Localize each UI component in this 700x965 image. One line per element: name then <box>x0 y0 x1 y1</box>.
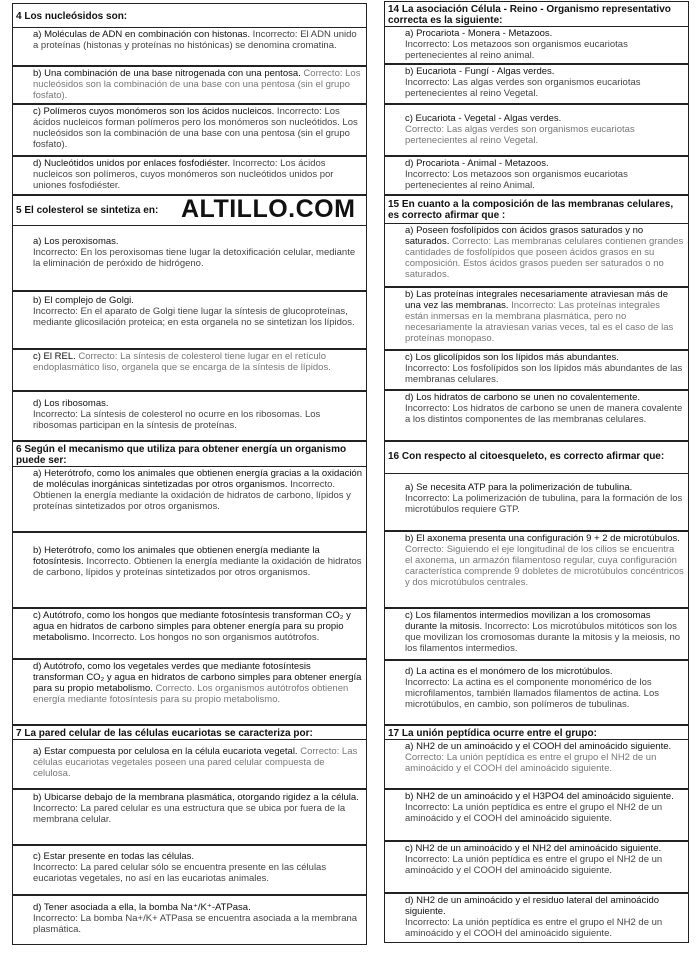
q4-option-d-feedback: Incorrecto: Los ácidos nucleicos son polímeros, cuyos monómeros son nucleótidos unidos por uniones fosfodiéster. <box>33 158 334 191</box>
q16-option-d[interactable] <box>384 660 689 725</box>
q4-option-d-text: d) Nucleótidos unidos por enlaces fosfodiéster. <box>33 158 230 169</box>
q17-option-d-text: d) NH2 de un aminoácido y el residuo lateral del aminoácido siguiente. <box>405 895 660 917</box>
question-16-title: 16 Con respecto al citoesqueleto, es correcto afirmar que: <box>384 441 689 473</box>
q7-option-b[interactable] <box>12 789 367 845</box>
q6-option-d[interactable] <box>12 659 367 725</box>
q15-option-a-text: a) Poseen fosfolípidos con ácidos grasos saturados y no saturados. <box>405 225 644 247</box>
q7-option-a-text: a) Estar compuesta por celulosa en la célula eucariota vegetal. <box>33 746 298 757</box>
question-5-title: 5 El colesterol se sintetiza en: <box>12 195 367 225</box>
q17-option-d-feedback: Incorrecto: La unión peptídica es entre el grupo el NH2 de un aminoácido y el COOH del aminoácido siguiente. <box>405 917 663 939</box>
q6-option-b[interactable] <box>12 532 367 608</box>
q4-option-d[interactable] <box>12 156 367 195</box>
q15-option-c-feedback: Incorrecto: Los fosfolípidos son los lípidos más abundantes de las membranas celulares. <box>405 363 683 385</box>
q7-option-a-feedback: Correcto: Las células eucariotas vegetales poseen una pared celular compuesta de celulosa. <box>33 746 358 779</box>
q15-option-b-text: b) Las proteínas integrales necesariamente atraviesan más de una vez las membranas. <box>405 289 668 311</box>
q5-option-c-text: c) El REL. <box>33 351 76 362</box>
q16-option-c-text: c) Los filamentos intermedios movilizan a los cromosomas durante la mitosis. <box>405 610 651 632</box>
q5-option-c[interactable] <box>12 349 367 391</box>
q16-option-b-text: b) El axonema presenta una configuración 9 + 2 de microtúbulos. <box>405 533 680 544</box>
question-4-title: 4 Los nucleósidos son: <box>12 3 367 27</box>
q4-option-b-text: b) Una combinación de una base nitrogenada con una pentosa. <box>33 68 301 79</box>
q5-option-d-feedback: Incorrecto: La síntesis de colesterol no ocurre en los ribosomas. Los ribosomas participan en la síntesis de proteínas. <box>33 409 321 431</box>
q17-option-b[interactable] <box>384 789 689 841</box>
q14-option-d-feedback: Incorrecto: Los metazoos son organismos eucariotas pertenecientes al reino Animal. <box>405 169 628 191</box>
q17-option-a-feedback: Correcto: La unión peptídica es entre el grupo el NH2 de un aminoácido y el COOH del aminoácido siguiente. <box>405 752 657 774</box>
q14-option-b-feedback: Incorrecto: Las algas verdes son organismos eucariotas pertenecientes al reino Vegetal. <box>405 77 641 99</box>
q4-option-b[interactable] <box>12 66 367 104</box>
q6-option-c[interactable] <box>12 608 367 659</box>
q4-option-c-text: c) Polímeros cuyos monómeros son los ácidos nucleicos. <box>33 106 275 117</box>
q5-option-d[interactable] <box>12 391 367 441</box>
q5-option-a[interactable] <box>12 225 367 291</box>
q15-option-b-feedback: Incorrecto: Las proteínas integrales están inmersas en la membrana plasmática, pero no necesariamente la atraviesan varias veces, tal es el caso de las proteínas monopaso. <box>405 300 674 344</box>
altillo-watermark: ALTILLO.COM <box>181 195 356 223</box>
q6-option-a-text: a) Heterótrofo, como los animales que obtienen energía gracias a la oxidación de moléculas inorgánicas sintetizadas por otros organismos. <box>33 468 362 490</box>
q7-option-c[interactable] <box>12 845 367 895</box>
q17-option-d[interactable] <box>384 893 689 943</box>
q16-option-a[interactable] <box>384 473 689 531</box>
q6-option-b-feedback: Incorrecto. Obtienen la energía mediante la oxidación de hidratos de carbono, lípidos y proteínas sintetizados por otros organismos. <box>33 556 362 578</box>
q5-option-a-feedback: Incorrecto: En los peroxisomas tiene lugar la detoxificación celular, mediante la eliminación de peróxido de hidrógeno. <box>33 247 356 269</box>
q15-option-b[interactable] <box>384 287 689 350</box>
q5-option-d-text: d) Los ribosomas. <box>33 398 109 409</box>
question-14-title: 14 La asociación Célula - Reino - Organismo representativo correcta es la siguiente: <box>384 1 689 26</box>
q17-option-a-text: a) NH2 de un aminoácido y el COOH del aminoácido siguiente. <box>405 741 672 752</box>
q4-option-b-feedback: Correcto: Los nucleósidos son la combinación de una base con una pentosa (sin el grupo fosfato). <box>33 68 361 101</box>
q16-option-a-feedback: Incorrecto: La polimerización de tubulina, para la formación de los microtúbulos requiere GTP. <box>405 493 683 515</box>
q15-option-a-feedback: Correcto: Las membranas celulares contienen grandes cantidades de fosfolípidos que poseen ácidos grasos en su composición. Estos ácidos grasos pueden ser saturados o no saturados. <box>405 236 684 280</box>
q17-option-c[interactable] <box>384 841 689 893</box>
q17-option-b-feedback: Incorrecto: La unión peptídica es entre el grupo el NH2 de un aminoácido y el COOH del aminoácido siguiente. <box>405 802 663 824</box>
question-17-title: 17 La unión peptídica ocurre entre el grupo: <box>384 725 689 739</box>
q15-option-a[interactable] <box>384 223 689 287</box>
question-15-title: 15 En cuanto a la composición de las membranas celulares, es correcto afirmar que : <box>384 195 689 223</box>
q5-option-c-feedback: Correcto: La síntesis de colesterol tiene lugar en el retículo endoplasmático liso, organela que se encarga de la síntesis de lípidos. <box>33 351 331 373</box>
q14-option-d-text: d) Procariota - Animal - Metazoos. <box>405 158 549 169</box>
q5-option-a-text: a) Los peroxisomas. <box>33 236 119 247</box>
q4-option-a-feedback: Incorrecto: El ADN unido a proteínas (histonas y proteínas no histónicas) se denomina cromatina. <box>33 29 357 51</box>
question-6-title: 6 Según el mecanismo que utiliza para obtener energía un organismo puede ser: <box>12 441 367 466</box>
q7-option-c-text: c) Estar presente en todas las células. <box>33 851 195 862</box>
q15-option-d-feedback: Incorrecto: Los hidratos de carbono se unen de manera covalente a los distintos componentes de las membranas celulares. <box>405 403 683 425</box>
q7-option-b-feedback: Incorrecto: La pared celular es una estructura que se ubica por fuera de la membrana celular. <box>33 803 346 825</box>
q4-option-c[interactable] <box>12 104 367 156</box>
q14-option-c[interactable] <box>384 104 689 156</box>
q7-option-c-feedback: Incorrecto: La pared celular sólo se encuentra presente en las células eucariotas vegetales, no así en las eucariotas animales. <box>33 862 327 884</box>
q14-option-a[interactable] <box>384 26 689 64</box>
q17-option-c-text: c) NH2 de un aminoácido y el NH2 del aminoácido siguiente. <box>405 843 662 854</box>
q16-option-b-feedback: Correcto: Siguiendo el eje longitudinal de los cilios se encuentra el axonema, un armazón filamentoso regular, cuya configuración característica comprende 9 dobletes de microtúbulos concéntricos y dos microtúbulos centrales. <box>405 544 684 588</box>
q4-option-c-feedback: Incorrecto: Los ácidos nucleicos forman polímeros pero los monómeros son nucleótidos. Los nucleósidos son la combinación de una base con una pentosa (sin el grupo fosfato). <box>33 106 358 150</box>
question-7-title: 7 La pared celular de las células eucariotas se caracteriza por: <box>12 725 367 739</box>
q6-option-d-text: d) Autótrofo, como los vegetales verdes que mediante fotosíntesis transforman CO₂ y agua en hidratos de carbono simples para obtener energía para su propio metabolismo. <box>33 661 362 694</box>
q15-option-c-text: c) Los glicolípidos son los lípidos más abundantes. <box>405 352 619 363</box>
q7-option-d[interactable] <box>12 895 367 945</box>
q16-option-c-feedback: Incorrecto: Los microtúbulos mitóticos son los que movilizan los cromosomas durante la mitosis y la meiosis, no los filamentos intermedios. <box>405 621 681 654</box>
q14-option-d[interactable] <box>384 156 689 195</box>
q6-option-a-feedback: Incorrecto. Obtienen la energía mediante la oxidación de hidratos de carbono, lípidos y proteínas sintetizados por otros organismos. <box>33 479 351 512</box>
q14-option-b[interactable] <box>384 64 689 104</box>
q14-option-c-feedback: Correcto: Las algas verdes son organismos eucariotas pertenecientes al reino Vegetal. <box>405 124 635 146</box>
q5-option-b-text: b) El complejo de Golgi. <box>33 295 134 306</box>
q7-option-a[interactable] <box>12 739 367 789</box>
q4-option-a[interactable] <box>12 27 367 66</box>
q16-option-c[interactable] <box>384 608 689 660</box>
q7-option-b-text: b) Ubicarse debajo de la membrana plasmática, otorgando rigidez a la célula. <box>33 792 359 803</box>
q15-option-d-text: d) Los hidratos de carbono se unen no covalentemente. <box>405 392 641 403</box>
q15-option-c[interactable] <box>384 350 689 390</box>
q14-option-c-text: c) Eucariota - Vegetal - Algas verdes. <box>405 113 562 124</box>
q16-option-d-text: d) La actina es el monómero de los microtúbulos. <box>405 666 613 677</box>
q17-option-b-text: b) NH2 de un aminoácido y el H3PO4 del aminoácido siguiente. <box>405 791 674 802</box>
q15-option-d[interactable] <box>384 390 689 441</box>
q14-option-a-feedback: Incorrecto: Los metazoos son organismos eucariotas pertenecientes al reino animal. <box>405 39 628 61</box>
q7-option-d-text: d) Tener asociada a ella, la bomba Na⁺/K⁺-ATPasa. <box>33 902 251 913</box>
q14-option-b-text: b) Eucariota - Fungí - Algas verdes. <box>405 66 555 77</box>
q14-option-a-text: a) Procariota - Monera - Metazoos. <box>405 28 553 39</box>
q6-option-c-feedback: Incorrecto. Los hongos no son organismos autótrofos. <box>89 632 320 643</box>
q6-option-b-text: b) Heterótrofo, como los animales que obtienen energía mediante la fotosíntesis. <box>33 545 320 567</box>
q16-option-b[interactable] <box>384 531 689 608</box>
q5-option-b[interactable] <box>12 291 367 349</box>
q17-option-c-feedback: Incorrecto: La unión peptídica es entre el grupo el NH2 de un aminoácido y el COOH del aminoácido siguiente. <box>405 854 663 876</box>
q7-option-d-feedback: Incorrecto: La bomba Na+/K+ ATPasa se encuentra asociada a la membrana plasmática. <box>33 913 358 935</box>
q17-option-a[interactable] <box>384 739 689 789</box>
q16-option-a-text: a) Se necesita ATP para la polimerización de tubulina. <box>405 482 633 493</box>
q6-option-a[interactable] <box>12 466 367 532</box>
q5-option-b-feedback: Incorrecto: En el aparato de Golgi tiene lugar la síntesis de glucoproteínas, mediante glicosilación proteica; en esta organela no se sintetizan los lípidos. <box>33 306 355 328</box>
q6-option-d-feedback: Correcto. Los organismos autótrofos obtienen energía mediante fotosíntesis para su propio metabolismo. <box>33 683 349 705</box>
q6-option-c-text: c) Autótrofo, como los hongos que mediante fotosíntesis transforman CO₂ y agua en hidratos de carbono simples para obtener energía para su propio metabolismo. <box>33 610 351 643</box>
q4-option-a-text: a) Moléculas de ADN en combinación con histonas. <box>33 29 251 40</box>
q16-option-d-feedback: Incorrecto: La actina es el componente monomérico de los microfilamentos, también llamados filamentos de actina. Los microtúbulos, en cambio, son polímeros de tubulinas. <box>405 677 659 710</box>
